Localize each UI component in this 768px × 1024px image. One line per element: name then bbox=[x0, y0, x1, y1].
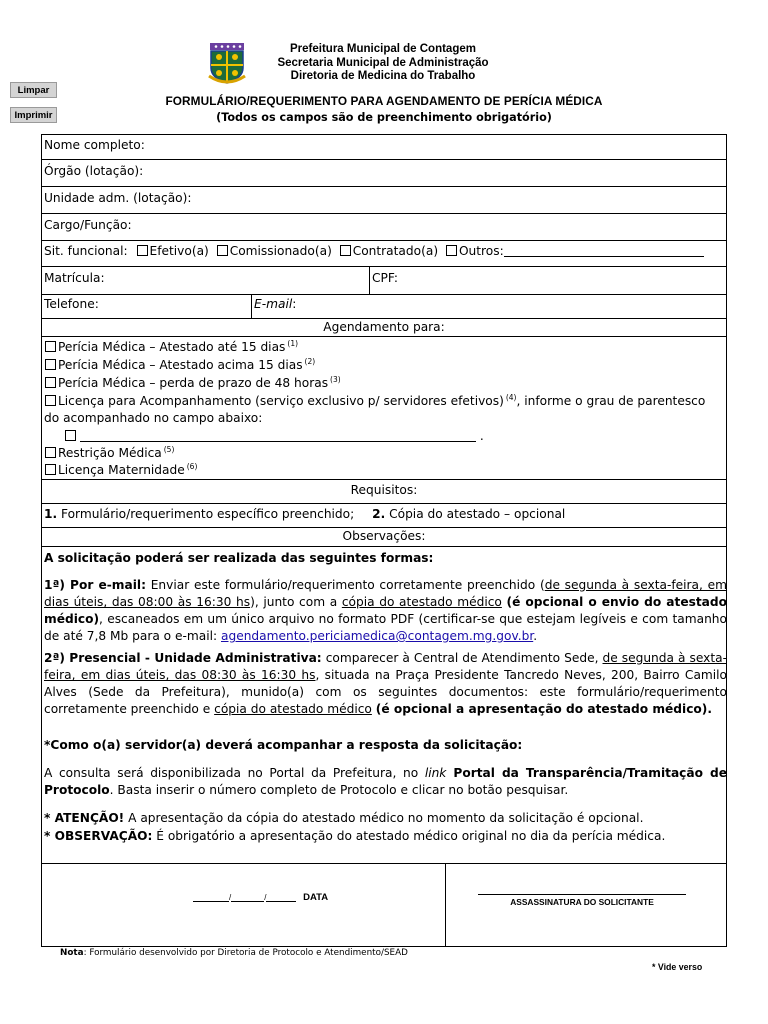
option-perda-prazo bbox=[45, 375, 341, 390]
licenca-acompanhamento-checkbox[interactable] bbox=[45, 395, 56, 406]
option-4-instruction: do acompanhado no campo abaixo: bbox=[44, 411, 263, 425]
signature-line[interactable] bbox=[478, 894, 686, 895]
option-5-label: Restrição Médica bbox=[58, 446, 162, 460]
requisito-1-number: 1. bbox=[44, 507, 58, 521]
obs-presencial-optional: (é opcional a apresentação do atestado médico). bbox=[375, 702, 713, 716]
obs-atencao bbox=[44, 810, 727, 827]
maternidade-checkbox[interactable] bbox=[45, 464, 56, 475]
comissionado-label: Comissionado(a) bbox=[229, 244, 332, 258]
obs-intro-text: A solicitação poderá ser realizada das seguintes formas: bbox=[44, 551, 434, 565]
obs-presencial-text-a: comparecer à Central de Atendimento Sede, bbox=[321, 651, 603, 665]
obs-acompanhar bbox=[44, 737, 727, 754]
obs-consulta-link-word: link bbox=[424, 766, 447, 780]
date-slash-2: / bbox=[264, 893, 267, 902]
request-form bbox=[41, 134, 727, 947]
obs-presencial-text-b: , situada na Praça Presidente Tancredo Neves, 200, Bairro Camilo Alves (Sede da Prefeitura), munido(a) com os seguintes documentos: este formulário/requerimento corretamente preenchido e bbox=[44, 668, 728, 716]
agendamento-heading-row bbox=[42, 319, 726, 337]
unidade-row[interactable] bbox=[42, 187, 726, 214]
obs-presencial-paragraph bbox=[44, 650, 727, 718]
obs-presencial-hours: de segunda à sexta-feira, em dias úteis, das 08:30 às 16:30 hs bbox=[44, 651, 727, 682]
footer-note bbox=[60, 948, 408, 958]
option-3-label: Perícia Médica – perda de prazo de 48 horas bbox=[58, 376, 329, 390]
restricao-checkbox[interactable] bbox=[45, 447, 56, 458]
obs-consulta-paragraph bbox=[44, 765, 727, 799]
outros-checkbox[interactable] bbox=[446, 245, 457, 256]
orgao-row[interactable] bbox=[42, 160, 726, 187]
agendamento-options bbox=[42, 337, 726, 480]
observacoes-heading: Observações: bbox=[342, 529, 426, 543]
email-field-label bbox=[254, 297, 296, 311]
date-year-line bbox=[266, 894, 296, 902]
matricula-label: Matrícula: bbox=[44, 271, 105, 285]
vide-verso: * Vide verso bbox=[652, 962, 703, 972]
option-restricao bbox=[45, 445, 174, 460]
column-divider bbox=[251, 295, 252, 318]
option-3-note: (3) bbox=[330, 375, 341, 384]
obs-presencial-atestado: cópia do atestado médico bbox=[214, 702, 372, 716]
obs-email-text-b: ), junto com a bbox=[250, 595, 342, 609]
org-line-2: Secretaria Municipal de Administração bbox=[277, 56, 489, 69]
agendamento-heading: Agendamento para: bbox=[323, 320, 445, 334]
cargo-row[interactable] bbox=[42, 214, 726, 241]
footer-note-label: Nota bbox=[60, 948, 84, 958]
option-2-label: Perícia Médica – Atestado acima 15 dias bbox=[58, 358, 303, 372]
efetivo-checkbox[interactable] bbox=[137, 245, 148, 256]
sit-funcional-field bbox=[44, 244, 704, 258]
option-5-note: (5) bbox=[163, 445, 175, 454]
comissionado-checkbox[interactable] bbox=[217, 245, 228, 256]
option-6-note: (6) bbox=[186, 462, 198, 471]
parentesco-input[interactable] bbox=[80, 430, 476, 442]
observacoes-body bbox=[42, 547, 726, 864]
form-subtitle: (Todos os campos são de preenchimento obrigatório) bbox=[216, 111, 552, 124]
clear-button[interactable]: Limpar bbox=[10, 82, 57, 98]
obs-email-hours: de segunda à sexta-feira, em dias úteis, das 08:00 às 16:30 hs bbox=[44, 578, 728, 609]
telefone-row bbox=[42, 295, 726, 319]
obs-acompanhar-text: *Como o(a) servidor(a) deverá acompanhar a resposta da solicitação: bbox=[44, 738, 523, 752]
parentesco-checkbox[interactable] bbox=[65, 430, 76, 441]
org-line-3: Diretoria de Medicina do Trabalho bbox=[290, 70, 476, 82]
obs-email-text-a: Enviar este formulário/requerimento corretamente preenchido ( bbox=[145, 578, 545, 592]
email-link[interactable]: agendamento.periciamedica@contagem.mg.gov.br bbox=[221, 629, 534, 643]
organization-header bbox=[252, 43, 514, 84]
option-4-note: (4) bbox=[505, 393, 517, 402]
org-line-1: Prefeitura Municipal de Contagem bbox=[290, 43, 476, 55]
option-pericia-15 bbox=[45, 339, 298, 354]
obs-email-text-d: , escaneados em um único arquivo no formato PDF (certificar-se que estejam legíveis e com tamanho de até 7,8 Mb para o e-mail: bbox=[44, 612, 727, 643]
efetivo-label: Efetivo(a) bbox=[149, 244, 209, 258]
obs-presencial-title: 2ª) Presencial - Unidade Administrativa: bbox=[44, 651, 322, 665]
obs-consulta-portal: Portal da Transparência/Tramitação de Protocolo bbox=[44, 766, 727, 797]
signature-label: ASSASSINATURA DO SOLICITANTE bbox=[510, 897, 654, 907]
requisito-2: Cópia do atestado – opcional bbox=[385, 507, 566, 521]
parentesco-field bbox=[65, 429, 484, 443]
cargo-label: Cargo/Função: bbox=[44, 218, 132, 232]
obs-email-paragraph bbox=[44, 577, 727, 645]
name-label: Nome completo: bbox=[44, 138, 145, 152]
option-4-tail: , informe o grau de parentesco bbox=[516, 394, 706, 408]
obs-email-optional: (é opcional o envio do atestado médico) bbox=[44, 595, 727, 626]
telefone-label: Telefone: bbox=[44, 297, 99, 311]
obs-email-atestado: cópia do atestado médico bbox=[341, 595, 502, 609]
option-2-note: (2) bbox=[304, 357, 316, 366]
requisitos-row bbox=[42, 504, 726, 528]
obs-email-end: . bbox=[533, 629, 538, 643]
date-slash-1: / bbox=[229, 893, 232, 902]
obs-atencao-text: A apresentação da cópia do atestado médico no momento da solicitação é opcional. bbox=[124, 811, 644, 825]
date-month-line bbox=[231, 893, 267, 902]
email-colon: : bbox=[292, 297, 297, 311]
option-licenca-acompanhamento bbox=[45, 393, 705, 408]
column-divider bbox=[369, 267, 370, 294]
option-1-label: Perícia Médica – Atestado até 15 dias bbox=[58, 340, 286, 354]
perda-prazo-checkbox[interactable] bbox=[45, 377, 56, 388]
signature-area bbox=[42, 864, 726, 946]
obs-observacao-label: * OBSERVAÇÃO: bbox=[44, 829, 153, 843]
obs-consulta-text-a: A consulta será disponibilizada no Portal da Prefeitura, no bbox=[44, 766, 425, 780]
sit-funcional-row bbox=[42, 241, 726, 267]
date-day-line bbox=[193, 893, 232, 902]
obs-email-title: 1ª) Por e-mail: bbox=[44, 578, 146, 592]
option-6-label: Licença Maternidade bbox=[58, 463, 185, 477]
option-pericia-acima-15 bbox=[45, 357, 315, 372]
orgao-label: Órgão (lotação): bbox=[44, 164, 144, 178]
pericia-acima-15-checkbox[interactable] bbox=[45, 359, 56, 370]
obs-observacao bbox=[44, 828, 727, 845]
date-label: DATA bbox=[303, 892, 329, 903]
email-label: E-mail bbox=[254, 297, 293, 311]
obs-atencao-label: * ATENÇÃO! bbox=[44, 811, 125, 825]
signature-divider bbox=[445, 864, 446, 946]
contratado-label: Contratado(a) bbox=[352, 244, 439, 258]
pericia-15-checkbox[interactable] bbox=[45, 341, 56, 352]
outros-label: Outros: bbox=[458, 244, 504, 258]
date-field[interactable] bbox=[193, 892, 328, 903]
option-1-note: (1) bbox=[287, 339, 299, 348]
obs-observacao-text: É obrigatório a apresentação do atestado médico original no dia da perícia médica. bbox=[152, 829, 666, 843]
matricula-row bbox=[42, 267, 726, 295]
observacoes-heading-row bbox=[42, 528, 726, 547]
requisitos-heading: Requisitos: bbox=[350, 483, 418, 497]
footer-note-text: : Formulário desenvolvido por Diretoria de Protocolo e Atendimento/SEAD bbox=[83, 948, 408, 958]
obs-consulta-text-b: . Basta inserir o número completo de Protocolo e clicar no botão pesquisar. bbox=[109, 783, 569, 797]
requisito-1: Formulário/requerimento específico preenchido; bbox=[57, 507, 355, 521]
city-crest-icon bbox=[208, 42, 246, 86]
parentesco-end: . bbox=[479, 429, 484, 443]
contratado-checkbox[interactable] bbox=[340, 245, 351, 256]
name-row[interactable] bbox=[42, 135, 726, 160]
requisito-2-number: 2. bbox=[372, 507, 386, 521]
unidade-label: Unidade adm. (lotação): bbox=[44, 191, 192, 205]
obs-intro bbox=[44, 550, 727, 567]
cpf-label: CPF: bbox=[372, 271, 399, 285]
form-title: FORMULÁRIO/REQUERIMENTO PARA AGENDAMENTO DE PERÍCIA MÉDICA bbox=[165, 94, 603, 108]
requisitos-heading-row bbox=[42, 480, 726, 504]
option-maternidade bbox=[45, 462, 197, 477]
requisitos-items bbox=[44, 507, 565, 521]
outros-field[interactable] bbox=[504, 245, 704, 257]
print-button[interactable]: Imprimir bbox=[10, 107, 57, 123]
option-4-label: Licença para Acompanhamento (serviço exclusivo p/ servidores efetivos) bbox=[58, 394, 504, 408]
sit-funcional-label: Sit. funcional: bbox=[44, 244, 128, 258]
